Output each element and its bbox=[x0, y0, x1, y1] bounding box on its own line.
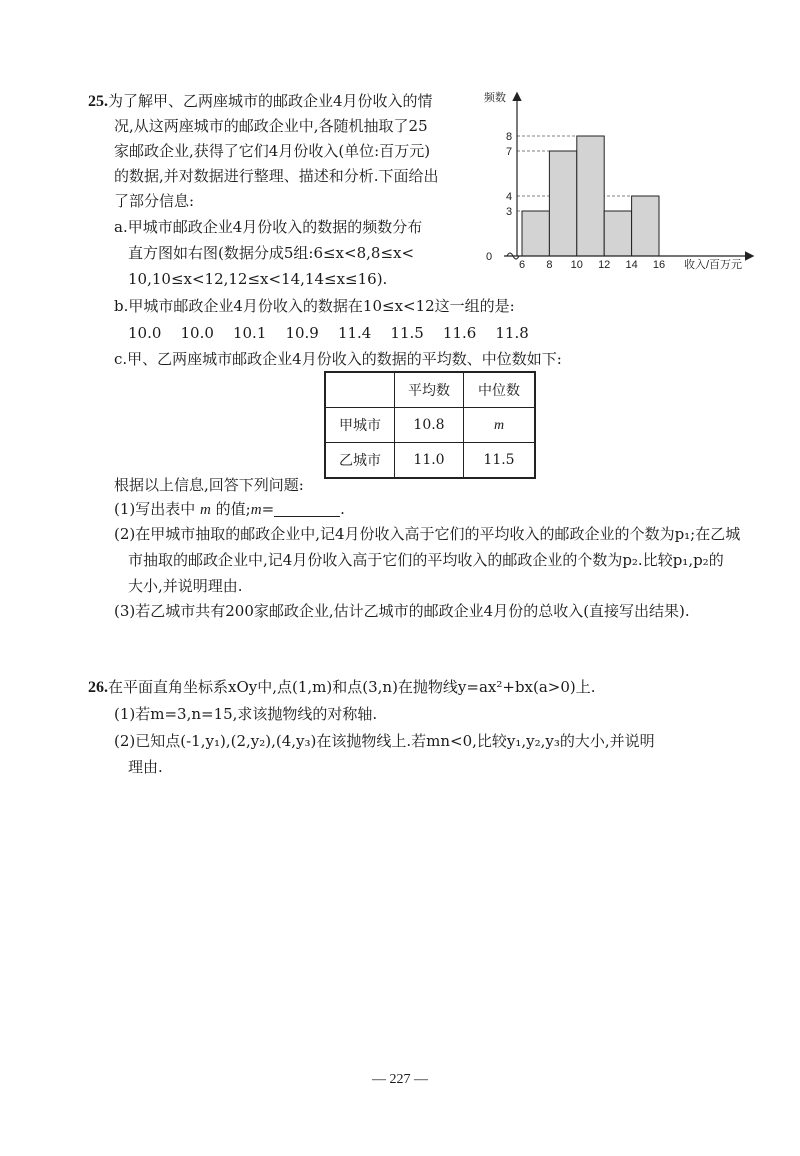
q26-part2-line-2: 理由. bbox=[128, 758, 163, 776]
y-tick-label: 7 bbox=[506, 146, 513, 158]
frequency-histogram bbox=[474, 86, 764, 276]
header-median: 中位数 bbox=[464, 372, 536, 408]
q25-b-values: 10.0 10.0 10.1 10.9 11.4 11.5 11.6 11.8 bbox=[128, 324, 529, 342]
histogram-bar bbox=[577, 136, 604, 256]
q25-intro-line-2: 况,从这两座城市的邮政企业中,各随机抽取了25 bbox=[114, 117, 428, 135]
q25-part3: (3)若乙城市共有200家邮政企业,估计乙城市的邮政企业4月份的总收入(直接写出结果). bbox=[114, 602, 690, 620]
table-header-row bbox=[325, 372, 535, 408]
y-tick-label: 4 bbox=[506, 191, 513, 203]
histogram-bar bbox=[604, 211, 631, 256]
median-value: 11.5 bbox=[464, 443, 536, 479]
q25-number: 25. bbox=[88, 93, 108, 110]
q25-intro-line-3: 家邮政企业,获得了它们4月份收入(单位:百万元) bbox=[114, 142, 431, 160]
city-name: 乙城市 bbox=[325, 443, 395, 479]
q25-prompt: 根据以上信息,回答下列问题: bbox=[114, 476, 304, 494]
x-tick-label: 10 bbox=[570, 259, 583, 271]
q25-c-label: c.甲、乙两座城市邮政企业4月份收入的数据的平均数、中位数如下: bbox=[114, 350, 562, 368]
q25-a-line-2: 直方图如右图(数据分成5组:6≤x<8,8≤x< bbox=[128, 244, 415, 262]
q25-part1: (1)写出表中 m 的值;m= . bbox=[114, 500, 345, 518]
x-tick-label: 14 bbox=[625, 259, 638, 271]
histogram-bar bbox=[632, 196, 659, 256]
x-tick-label: 6 bbox=[518, 259, 526, 271]
q25-intro-line-1: 25.为了解甲、乙两座城市的邮政企业4月份收入的情 bbox=[88, 92, 433, 110]
mean-value: 10.8 bbox=[395, 408, 464, 443]
q26-stem: 26.在平面直角坐标系xOy中,点(1,m)和点(3,n)在抛物线y=ax²+bx(a>0)上. bbox=[88, 678, 596, 696]
q26-part1: (1)若m=3,n=15,求该抛物线的对称轴. bbox=[114, 705, 378, 723]
q25-intro-line-4: 的数据,并对数据进行整理、描述和分析.下面给出 bbox=[114, 167, 439, 185]
q25-part2-line-1: (2)在甲城市抽取的邮政企业中,记4月份收入高于它们的平均收入的邮政企业的个数为p₁;在乙城 bbox=[114, 525, 741, 543]
q26-number: 26. bbox=[88, 679, 108, 696]
q25-part2-line-2: 市抽取的邮政企业中,记4月份收入高于它们的平均收入的邮政企业的个数为p₂.比较p₁,p₂的 bbox=[128, 551, 724, 569]
x-tick-label: 8 bbox=[546, 259, 553, 271]
median-value: m bbox=[464, 408, 536, 443]
page-number: — 227 — bbox=[372, 1072, 428, 1087]
y-tick-label: 8 bbox=[506, 131, 513, 143]
q25-b-label: b.甲城市邮政企业4月份收入的数据在10≤x<12这一组的是: bbox=[114, 297, 515, 315]
stats-table bbox=[324, 371, 536, 479]
mean-value: 11.0 bbox=[395, 443, 464, 479]
q25-a-line-1: a.甲城市邮政企业4月份收入的数据的频数分布 bbox=[114, 218, 423, 236]
y-tick-label: 3 bbox=[506, 206, 513, 218]
table-row bbox=[325, 443, 535, 479]
header-mean: 平均数 bbox=[395, 372, 464, 408]
q25-intro-line-5: 了部分信息: bbox=[114, 192, 195, 210]
x-tick-label: 16 bbox=[652, 259, 666, 271]
q26-part2-line-1: (2)已知点(-1,y₁),(2,y₂),(4,y₃)在该抛物线上.若mn<0,比较y₁,y₂,y₃的大小,并说明 bbox=[114, 732, 655, 750]
q25-part2-line-3: 大小,并说明理由. bbox=[128, 577, 243, 595]
city-name: 甲城市 bbox=[325, 408, 395, 443]
table-row bbox=[325, 408, 535, 443]
histogram-bar bbox=[522, 211, 549, 256]
y-axis-label: 频数 bbox=[484, 92, 506, 104]
answer-blank[interactable] bbox=[274, 500, 340, 517]
origin-label: 0 bbox=[486, 251, 493, 263]
histogram-bar bbox=[549, 151, 576, 256]
x-axis-label: 收入/百万元 bbox=[684, 259, 743, 271]
x-tick-label: 12 bbox=[598, 259, 611, 271]
q25-a-line-3: 10,10≤x<12,12≤x<14,14≤x≤16). bbox=[128, 270, 388, 288]
